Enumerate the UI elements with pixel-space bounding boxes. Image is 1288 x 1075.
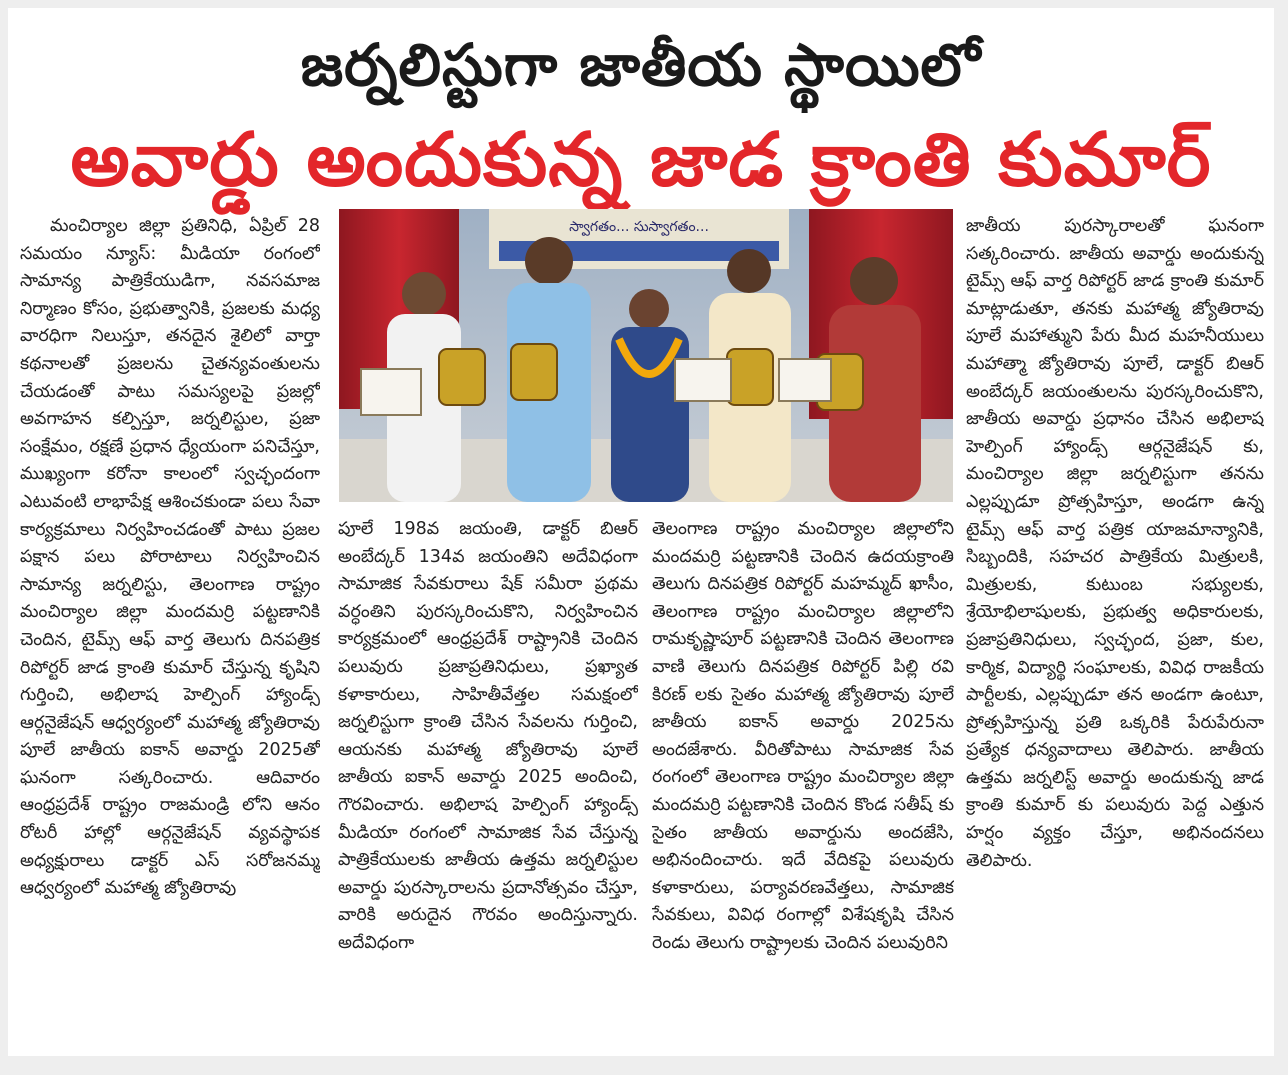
article-column-1: మంచిర్యాల జిల్లా ప్రతినిధి, ఏప్రిల్ 28 సమయం న్యూస్: మీడియా రంగంలో సామాన్య పాత్రికేయుడిగా, నవసమాజ నిర్మాణం కోసం, ప్రభుత్వానికి, ప్రజలకు మధ్య వారధిగా నిలుస్తూ, తనదైన శైలిలో వార్తా కథనాలతో ప్రజలను చైతన్యవంతులను చేయడంతో పాటు సమస్యలపై ప్రజల్లో అవగాహన కల్పిస్తూ, జర్నలిస్టుల, ప్రజా సంక్షేమం, రక్షణే ప్రధాన ధ్యేయంగా పనిచేస్తూ, ముఖ్యంగా కరోనా కాలంలో స్వచ్ఛందంగా ఎటువంటి లాభాపేక్ష ఆశించకుండా పలు సేవా కార్యక్రమాలు నిర్వహించడంతో పాటు ప్రజల పక్షాన పలు పోరాటాలు నిర్వహించిన సామాన్య జర్నలిస్టు, తెలంగాణ రాష్ట్రం మంచిర్యాల జిల్లా మందమర్రి పట్టణానికి చెందిన, టైమ్స్ ఆఫ్ వార్త తెలుగు దినపత్రిక రిపోర్టర్ జాడ క్రాంతి కుమార్ చేస్తున్న కృషిని గుర్తించి, అభిలాష హెల్పింగ్ హ్యాండ్స్ ఆర్గనైజేషన్ ఆధ్వర్యంలో మహాత్మ జ్యోతిరావు పూలే జాతీయ ఐకాన్ అవార్డు 2025తో ఘనంగా సత్కరించారు. ఆదివారం ఆంధ్రప్రదేశ్ రాష్ట్రం రాజమండ్రి లోని ఆనం రోటరీ హాల్లో ఆర్గనైజేషన్ వ్యవస్థాపక అధ్యక్షురాలు డాక్టర్ ఎస్ సరోజనమ్మ ఆధ్వర్యంలో మహాత్మ జ్యోతిరావు xyxy=(20,216,320,899)
headline-line-1: జర్నలిస్టుగా జాతీయ స్థాయిలో xyxy=(300,31,982,99)
newspaper-clipping xyxy=(8,8,1274,1056)
article-column-3: తెలంగాణ రాష్ట్రం మంచిర్యాల జిల్లాలోని మందమర్రి పట్టణానికి చెందిన ఉదయక్రాంతి తెలుగు దినపత్రిక రిపోర్టర్ మహమ్మద్ ఖాసీం, తెలంగాణ రాష్ట్రం మంచిర్యాల జిల్లాలోని రామకృష్ణాపూర్ పట్టణానికి చెందిన తెలంగాణ వాణి తెలుగు దినపత్రిక రిపోర్టర్ పిల్లి రవి కిరణ్ లకు సైతం మహాత్మ జ్యోతిరావు పూలే జాతీయ ఐకాన్ అవార్డు 2025ను అందజేశారు. వీరితోపాటు సామాజిక సేవ రంగంలో తెలంగాణ రాష్ట్రం మంచిర్యాల జిల్లా మందమర్రి పట్టణానికి చెందిన కొండ సతీష్ కు సైతం జాతీయ అవార్డును అందజేసి, అభినందించారు. ఇదే వేదికపై పలువురు కళాకారులు, పర్యావరణవేత్తలు, సామాజిక సేవకులు, వివిధ రంగాల్లో విశేషకృషి చేసిన రెండు తెలుగు రాష్ట్రాలకు చెందిన పలువురిని xyxy=(652,519,954,953)
banner-text: స్వాగతం... సుస్వాగతం... xyxy=(569,219,709,235)
article-column-2: పూలే 198వ జయంతి, డాక్టర్ బిఆర్ అంబేద్కర్ 134వ జయంతిని అదేవిధంగా సామాజిక సేవకురాలు షేక్ సమీరా ప్రథమ వర్ధంతిని పురస్కరించుకొని, నిర్వహించిన కార్యక్రమంలో ఆంధ్రప్రదేశ్ రాష్ట్రానికి చెందిన పలువురు ప్రజాప్రతినిధులు, ప్రఖ్యాత కళాకారులు, సాహితీవేత్తల సమక్షంలో జర్నలిస్టుగా క్రాంతి చేసిన సేవలను గుర్తించి, ఆయనకు మహాత్మ జ్యోతిరావు పూలే జాతీయ ఐకాన్ అవార్డు 2025 అందించి, గౌరవించారు. అభిలాష హెల్పింగ్ హ్యాండ్స్ మీడియా రంగంలో సామాజిక సేవ చేస్తున్న పాత్రికేయులకు జాతీయ ఉత్తమ జర్నలిస్టుల అవార్డు పురస్కారాలను ప్రదానోత్సవం చేస్తూ, వారికి అరుదైన గౌరవం అందిస్తున్నారు. అదేవిధంగా xyxy=(338,519,638,953)
photo-illustration xyxy=(339,209,953,502)
headline-line-2: అవార్డు అందుకున్న జాడ క్రాంతి కుమార్ xyxy=(70,117,1212,203)
award-ceremony-photo xyxy=(339,209,953,502)
article-column-4: జాతీయ పురస్కారాలతో ఘనంగా సత్కరించారు. జాతీయ అవార్డు అందుకున్న టైమ్స్ ఆఫ్ వార్త రిపోర్టర్ జాడ క్రాంతి కుమార్ మాట్లాడుతూ, తనకు మహాత్మ జ్యోతిరావు పూలే మహాత్ముని పేరు మీద మహనీయులు మహాత్మా జ్యోతిరావు పూలే, డాక్టర్ బిఆర్ అంబేద్కర్ జయంతులను పురస్కరించుకొని, జాతీయ అవార్డు ప్రధానం చేసిన అభిలాష హెల్పింగ్ హ్యాండ్స్ ఆర్గనైజేషన్ కు, మంచిర్యాల జిల్లా జర్నలిస్టుగా తనను ఎల్లప్పుడూ ప్రోత్సహిస్తూ, అండగా ఉన్న టైమ్స్ ఆఫ్ వార్త పత్రిక యాజమాన్యానికి, సిబ్బందికి, సహచర పాత్రికేయ మిత్రులకి, మిత్రులకు, కుటుంబ సభ్యులకు, శ్రేయోభిలాషులకు, ప్రభుత్వ అధికారులకు, ప్రజాప్రతినిధులు, స్వచ్ఛంద, ప్రజా, కుల, కార్మిక, విద్యార్థి సంఘాలకు, వివిధ రాజకీయ పార్టీలకు, ఎల్లప్పుడూ తన అండగా ఉంటూ, ప్రోత్సహిస్తున్న ప్రతి ఒక్కరికి పేరుపేరునా ప్రత్యేక ధన్యవాదాలు తెలిపారు. జాతీయ ఉత్తమ జర్నలిస్ట్ అవార్డు అందుకున్న జాడ క్రాంతి కుమార్ కు పలువురు పెద్ద ఎత్తున హర్షం వ్యక్తం చేస్తూ, అభినందనలు తెలిపారు. xyxy=(966,216,1264,871)
